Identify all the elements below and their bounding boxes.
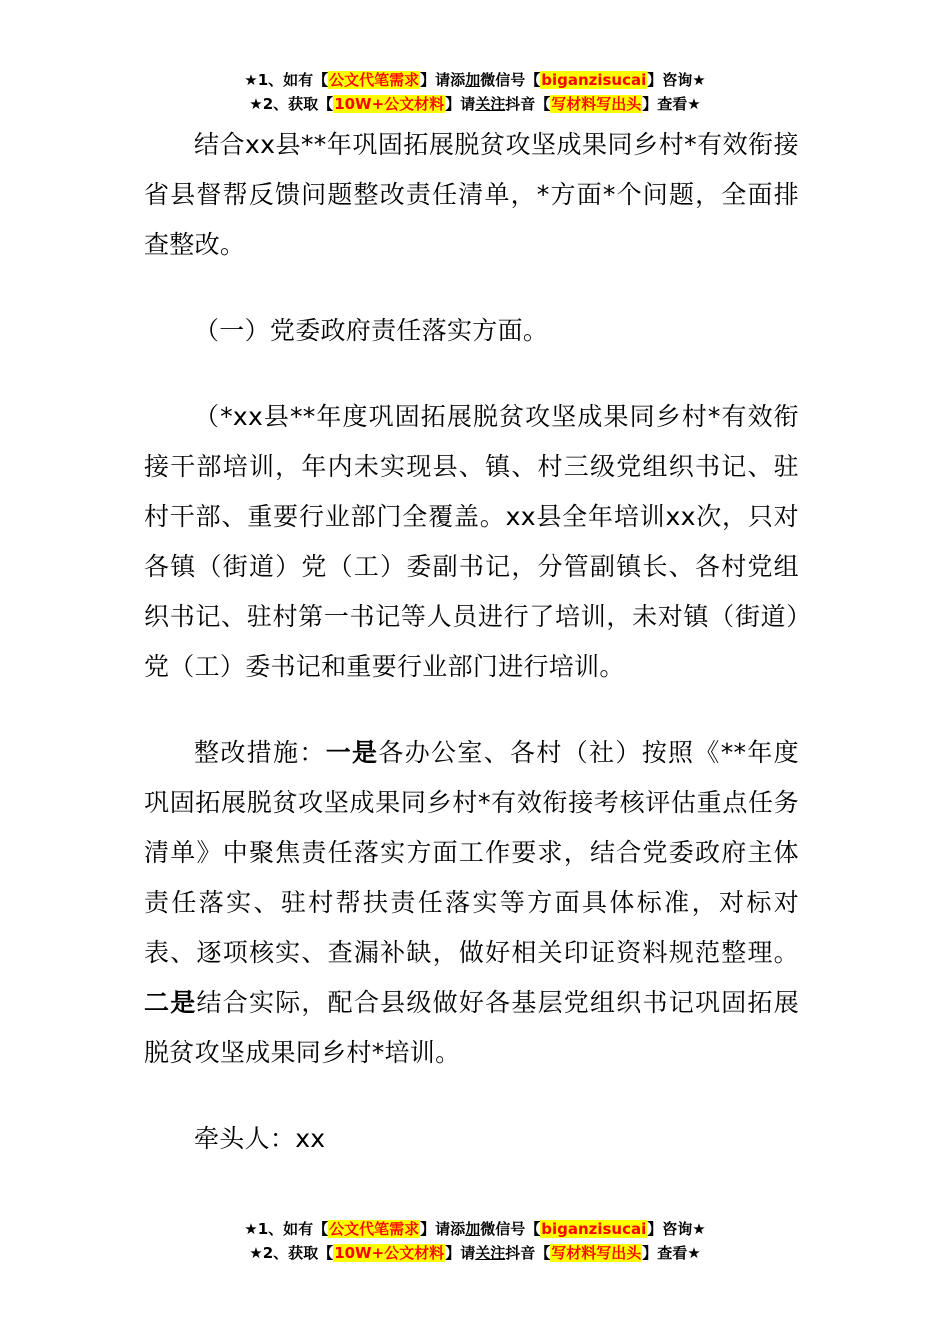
promo-highlight-materials: 10W+公文材料 xyxy=(334,1244,445,1262)
promo-highlight-service: 公文代笔需求 xyxy=(329,71,420,89)
promo-highlight-wechat-id: biganzisucai xyxy=(541,71,647,89)
promo-line-1: ★1、如有【公文代笔需求】请添加微信号【biganzisucai】咨询★ xyxy=(244,71,706,89)
second-measure-marker: 二是 xyxy=(144,988,197,1017)
measures-label: 整改措施： xyxy=(194,738,326,767)
lead-person: 牵头人：xx xyxy=(194,1124,326,1153)
header-promo-banner xyxy=(0,68,950,116)
paragraph-gap xyxy=(144,1078,799,1114)
paragraph-gap xyxy=(144,692,799,728)
promo-line-2: ★2、获取【10W+公文材料】请关注抖音【写材料写出头】查看★ xyxy=(249,1244,701,1262)
second-measure-text: 结合实际，配合县级做好各基层党组织书记巩固拓展脱贫攻坚成果同乡村*培训。 xyxy=(144,988,799,1067)
first-measure-marker: 一是 xyxy=(325,738,379,767)
promo-line-1: ★1、如有【公文代笔需求】请添加微信号【biganzisucai】咨询★ xyxy=(244,1220,706,1238)
first-measure-text: 各办公室、各村（社）按照《**年度巩固拓展脱贫攻坚成果同乡村*有效衔接考核评估重点任务清单》中聚焦责任落实方面工作要求，结合党委政府主体责任落实、驻村帮扶责任落实等方面具体标准，对标对表、逐项核实、查漏补缺，做好相关印证资料规范整理。 xyxy=(144,738,799,967)
document-body xyxy=(144,120,799,1164)
section-heading: （一）党委政府责任落实方面。 xyxy=(194,316,549,345)
issue-paragraph: （*xx县**年度巩固拓展脱贫攻坚成果同乡村*有效衔接干部培训，年内未实现县、镇、村三级党组织书记、驻村干部、重要行业部门全覆盖。xx县全年培训xx次，只对各镇（街道）党（工）委副书记，分管副镇长、各村党组织书记、驻村第一书记等人员进行了培训，未对镇（街道）党（工）委书记和重要行业部门进行培训。 xyxy=(144,402,799,681)
promo-line-2: ★2、获取【10W+公文材料】请关注抖音【写材料写出头】查看★ xyxy=(249,95,701,113)
measures-paragraph xyxy=(144,728,799,1078)
promo-highlight-wechat-id: biganzisucai xyxy=(541,1220,647,1238)
paragraph-gap xyxy=(144,356,799,392)
promo-highlight-douyin: 写材料写出头 xyxy=(551,95,642,113)
intro-paragraph: 结合xx县**年巩固拓展脱贫攻坚成果同乡村*有效衔接省县督帮反馈问题整改责任清单，*方面*个问题，全面排查整改。 xyxy=(144,130,799,259)
promo-highlight-douyin: 写材料写出头 xyxy=(551,1244,642,1262)
footer-promo-banner xyxy=(0,1217,950,1265)
promo-highlight-materials: 10W+公文材料 xyxy=(334,95,445,113)
promo-highlight-service: 公文代笔需求 xyxy=(329,1220,420,1238)
paragraph-gap xyxy=(144,270,799,306)
